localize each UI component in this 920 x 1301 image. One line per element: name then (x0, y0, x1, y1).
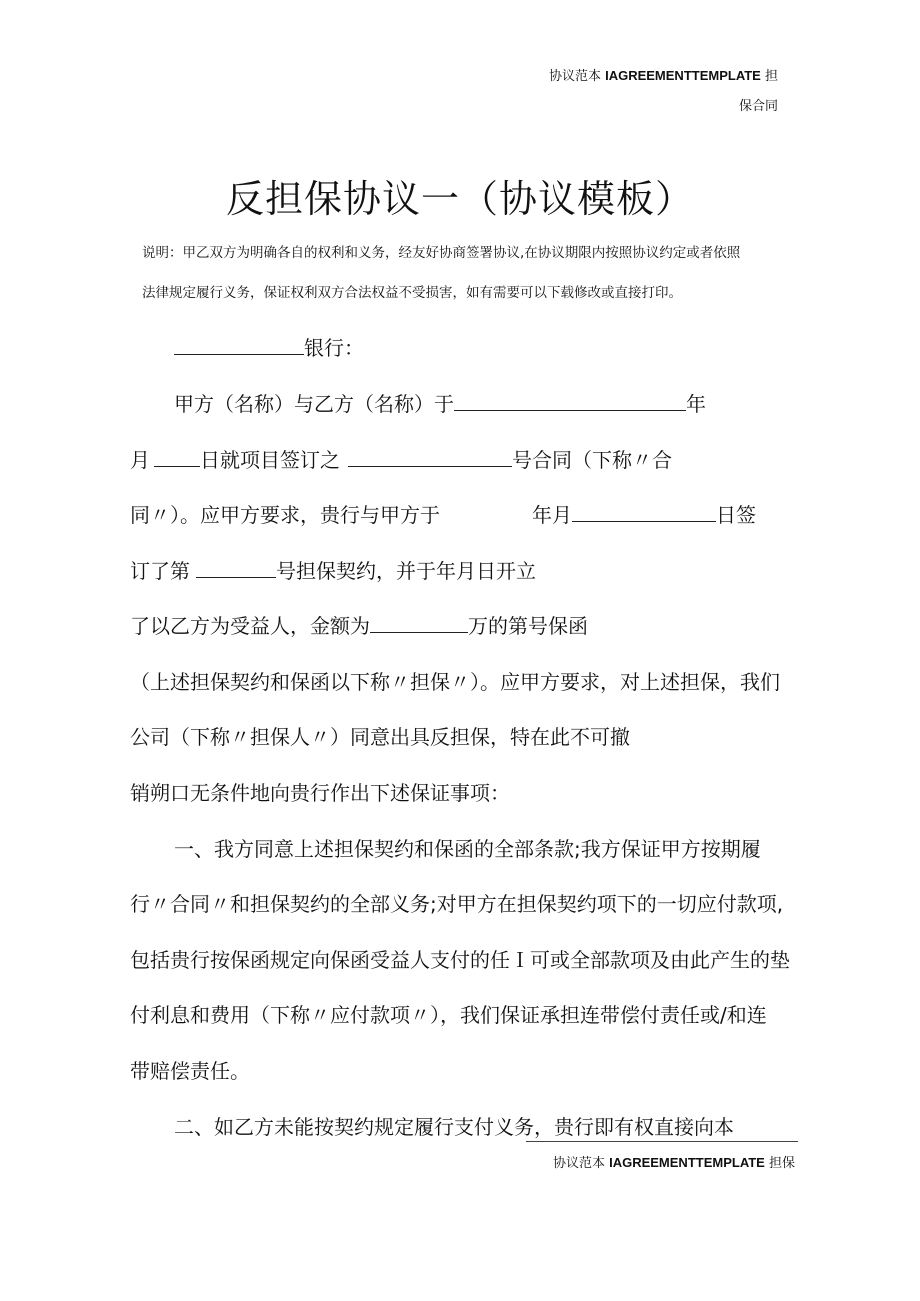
footer-divider (526, 1141, 798, 1142)
addressee-text: 银行： (304, 336, 364, 360)
text: 了以乙方为受益人，金额为 (130, 614, 370, 638)
text: 年月 (532, 503, 572, 527)
blank-field (454, 390, 686, 411)
blank-field (196, 557, 276, 578)
clause1-line5: 带赔偿责任。 (130, 1059, 250, 1083)
note-line-1: 说明：甲乙双方为明确各自的权利和义务，经友好协商签署协议,在协议期限内按照协议约定或者依照 (142, 245, 741, 261)
text: 日签 (716, 503, 756, 527)
header-prefix: 协议范本 (548, 69, 606, 84)
blank-field (572, 501, 716, 522)
header-suffix: 担 (760, 69, 778, 84)
para1-line7: 公司（下称〃担保人〃）同意出具反担保，特在此不可撤 (130, 725, 630, 749)
running-footer (553, 1152, 795, 1171)
text: 甲方（名称）与乙方（名称）于 (174, 392, 454, 416)
blank-field (370, 612, 468, 633)
running-header-line2: 保合同 (738, 99, 778, 114)
text: 订了第 (130, 559, 190, 583)
footer-prefix: 协议范本 (552, 1156, 610, 1171)
footer-suffix: 担保 (764, 1156, 795, 1171)
para1-line4 (130, 555, 536, 584)
header-bold: IAGREEMENTTEMPLATE (605, 68, 761, 83)
blank-field (348, 446, 512, 467)
clause1-line3: 包括贵行按保函规定向保函受益人支付的任Ｉ可或全部款项及由此产生的垫 (130, 948, 790, 972)
para1-line2 (130, 444, 672, 473)
blank-field (174, 334, 304, 355)
para1-line8: 销朔口无条件地向贵行作出下述保证事项： (130, 781, 510, 805)
text: 号合同（下称〃合 (512, 448, 672, 472)
text: 号担保契约，并于年月日开立 (276, 559, 536, 583)
text: 万的第号保函 (468, 614, 588, 638)
text: 同〃）。应甲方要求，贵行与甲方于 (130, 503, 440, 527)
footer-bold: IAGREEMENTTEMPLATE (609, 1155, 765, 1170)
text: 日就项目签订之 (200, 448, 340, 472)
note-line-2: 法律规定履行义务，保证权利双方合法权益不受损害，如有需要可以下载修改或直接打印。 (142, 285, 682, 301)
clause1-line4: 付利息和费用（下称〃应付款项〃），我们保证承担连带偿付责任或/和连 (130, 1003, 767, 1027)
para1-line3 (130, 499, 756, 528)
addressee-line (174, 332, 364, 361)
text: 年 (686, 392, 706, 416)
blank-field (154, 446, 200, 467)
clause1-line2: 行〃合同〃和担保契约的全部义务;对甲方在担保契约项下的一切应付款项, (130, 892, 784, 916)
clause2-line1: 二、如乙方未能按契约规定履行支付义务，贵行即有权直接向本 (174, 1115, 734, 1139)
text: 月 (130, 448, 150, 472)
running-header (549, 65, 778, 84)
para1-line6: （上述担保契约和保函以下称〃担保〃）。应甲方要求，对上述担保，我们 (130, 670, 780, 694)
para1-line5 (130, 610, 588, 639)
para1-line1 (174, 388, 706, 417)
clause1-line1: 一、我方同意上述担保契约和保函的全部条款;我方保证甲方按期履 (174, 837, 761, 861)
document-title: 反担保协议一（协议模板） (225, 177, 694, 221)
